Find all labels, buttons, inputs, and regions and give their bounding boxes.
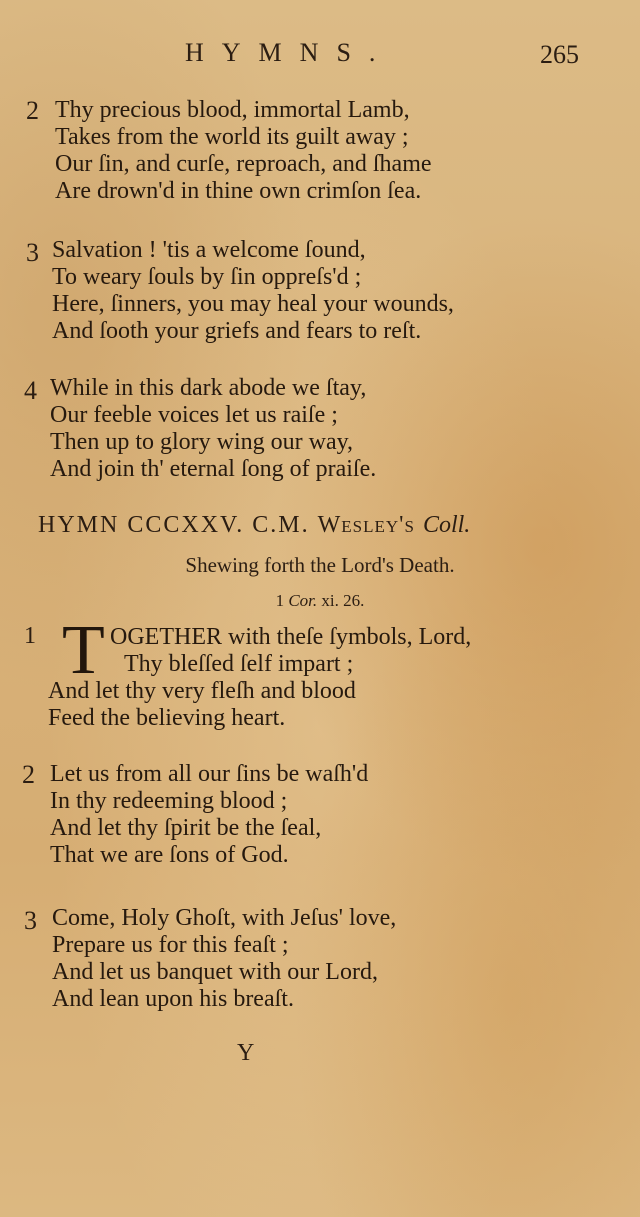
- scripture-prefix: 1: [275, 591, 285, 610]
- verse-line: And join th' eternal ſong of praiſe.: [50, 456, 377, 482]
- verse-line: Our feeble voices let us raiſe ;: [50, 402, 338, 428]
- verse-line: Are drown'd in thine own crimſon ſea.: [55, 178, 422, 204]
- verse-line: Feed the believing heart.: [48, 705, 286, 731]
- verse-line: And lean upon his breaſt.: [52, 986, 294, 1012]
- verse-line: Here, ſinners, you may heal your wounds,: [52, 291, 454, 317]
- hymn-collection: Coll.: [422, 512, 471, 538]
- verse-line: And ſooth your griefs and fears to reſt.: [52, 318, 422, 344]
- hymn-number: HYMN CCCXXV. C.M.: [38, 512, 310, 538]
- verse-line: Let us from all our ſins be waſh'd: [50, 761, 369, 787]
- verse-line: Thy bleſſed ſelf impart ;: [124, 651, 354, 677]
- verse-line: Then up to glory wing our way,: [50, 429, 354, 455]
- catchword: Y: [237, 1040, 255, 1066]
- verse-line: And let us banquet with our Lord,: [52, 959, 378, 985]
- hymn-subtitle: Shewing forth the Lord's Death.: [185, 553, 455, 577]
- running-title: HYMNS.: [185, 38, 394, 67]
- verse-line: And let thy ſpirit be the ſeal,: [50, 815, 322, 841]
- verse-line: Thy precious blood, immortal Lamb,: [55, 97, 410, 123]
- stanza-number: 4: [24, 376, 37, 405]
- hymn-title: [38, 512, 470, 539]
- verse-line: Our ſin, and curſe, reproach, and ſhame: [55, 151, 432, 177]
- verse-line: Prepare us for this feaſt ;: [52, 932, 289, 958]
- verse-line: While in this dark abode we ſtay,: [50, 375, 367, 401]
- verse-line: Salvation ! 'tis a welcome ſound,: [52, 237, 366, 263]
- verse-line: Come, Holy Ghoſt, with Jeſus' love,: [52, 905, 397, 931]
- stanza-number: 3: [24, 906, 37, 935]
- scripture-book: Cor.: [288, 591, 318, 610]
- drop-cap: T: [62, 612, 105, 689]
- verse-line: OGETHER with theſe ſymbols, Lord,: [110, 624, 472, 650]
- scripture-reference: [0, 591, 640, 611]
- verse-line: To weary ſouls by ſin oppreſs'd ;: [52, 264, 362, 290]
- stanza-number: 3: [26, 238, 39, 267]
- stanza-number: 2: [22, 760, 35, 789]
- stanza-number: 2: [26, 96, 39, 125]
- scripture-verse: xi. 26.: [321, 591, 365, 610]
- page-header: [0, 38, 640, 78]
- verse-line: Takes from the world its guilt away ;: [55, 124, 409, 150]
- page-number: 265: [540, 40, 579, 69]
- hymn-author: Wesley's: [317, 512, 415, 538]
- verse-line: That we are ſons of God.: [50, 842, 289, 868]
- stanza-number: 1: [24, 623, 36, 649]
- verse-line: In thy redeeming blood ;: [50, 788, 288, 814]
- verse-line: And let thy very fleſh and blood: [48, 678, 356, 704]
